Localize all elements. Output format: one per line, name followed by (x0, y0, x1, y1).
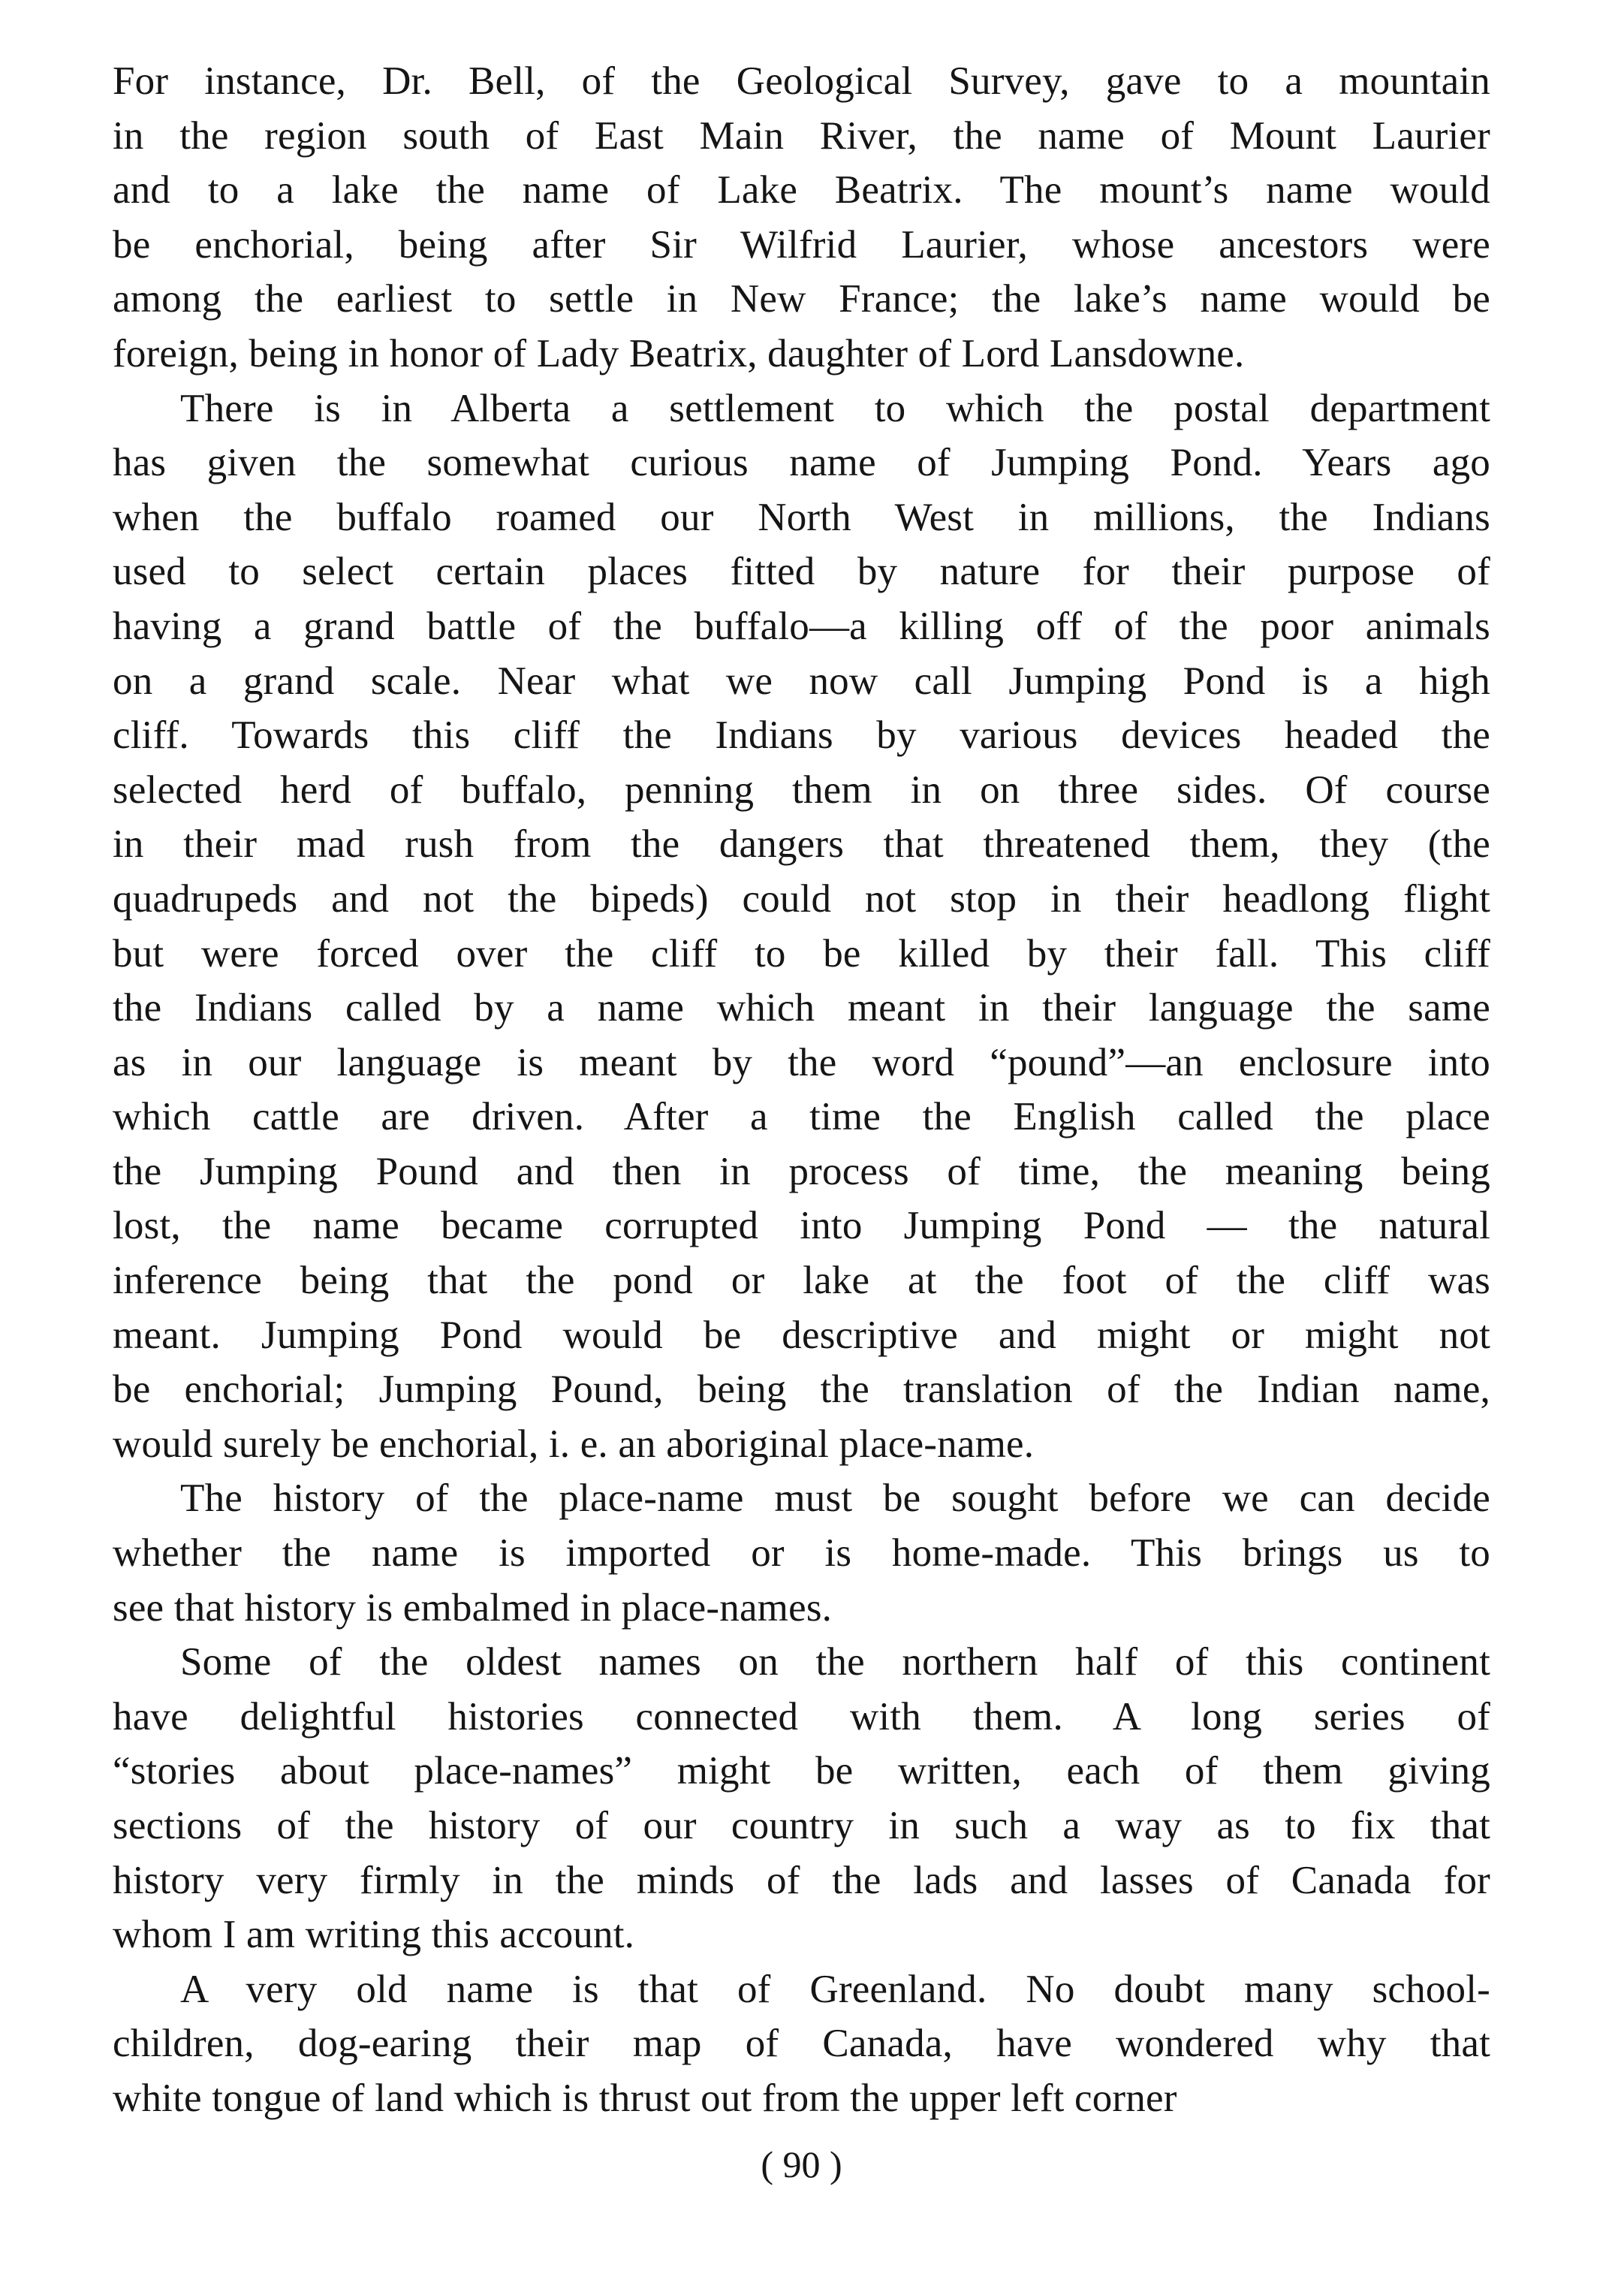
text-line: be enchorial; Jumping Pound, being the translation of the Indian name, (113, 1368, 1490, 1412)
text-line: have delightful histories connected with them. A long series of (113, 1694, 1490, 1739)
text-line: history very firmly in the minds of the lads and lasses of Canada for (113, 1858, 1490, 1902)
text-line: in the region south of East Main River, the name of Mount Laurier (113, 113, 1490, 158)
paragraph-4 (113, 1635, 1490, 1962)
text-line: “stories about place-names” might be written, each of them giving (113, 1749, 1490, 1793)
text-line: and to a lake the name of Lake Beatrix. The mount’s name would (113, 168, 1490, 213)
text-line: be enchorial, being after Sir Wilfrid Laurier, whose ancestors were (113, 222, 1490, 267)
text-line: having a grand battle of the buffalo—a killing off of the poor animals (113, 604, 1490, 648)
paragraph-1 (113, 54, 1490, 382)
text-line: foreign, being in honor of Lady Beatrix, daughter of Lord Lansdowne. (113, 331, 1245, 375)
text-line: For instance, Dr. Bell, of the Geological Survey, gave to a mountain (113, 59, 1490, 103)
text-line: Some of the oldest names on the northern half of this continent (180, 1640, 1490, 1684)
text-line: would surely be enchorial, i. e. an aboriginal place-name. (113, 1422, 1035, 1466)
text-line: in their mad rush from the dangers that threatened them, they (the (113, 822, 1490, 867)
text-line: whom I am writing this account. (113, 1913, 635, 1957)
text-line: The history of the place-name must be sought before we can decide (180, 1476, 1490, 1521)
book-page (113, 54, 1490, 2232)
text-line: children, dog-earing their map of Canada, have wondered why that (113, 2022, 1490, 2066)
text-line: when the buffalo roamed our North West in millions, the Indians (113, 495, 1490, 539)
text-line: lost, the name became corrupted into Jumping Pond — the natural (113, 1204, 1490, 1248)
text-line: meant. Jumping Pond would be descriptive and might or might not (113, 1313, 1490, 1357)
text-line: quadrupeds and not the bipeds) could not stop in their headlong flight (113, 876, 1490, 921)
text-line: which cattle are driven. After a time the English called the place (113, 1095, 1490, 1139)
text-line: the Indians called by a name which meant in their language the same (113, 986, 1490, 1030)
text-line: cliff. Towards this cliff the Indians by various devices headed the (113, 713, 1490, 758)
text-line: the Jumping Pound and then in process of time, the meaning being (113, 1149, 1490, 1193)
text-line: see that history is embalmed in place-names. (113, 1585, 833, 1630)
text-line: used to select certain places fitted by nature for their purpose of (113, 550, 1490, 594)
text-line: sections of the history of our country in such a way as to fix that (113, 1804, 1490, 1847)
paragraph-3 (113, 1471, 1490, 1635)
paragraph-5 (113, 1962, 1490, 2126)
text-line: has given the somewhat curious name of Jumping Pond. Years ago (113, 441, 1490, 485)
paragraph-2 (113, 382, 1490, 1472)
page-number: ( 90 ) (761, 2143, 842, 2185)
text-line: selected herd of buffalo, penning them in on three sides. Of course (113, 768, 1490, 812)
text-line: inference being that the pond or lake at the foot of the cliff was (113, 1259, 1490, 1303)
text-line: There is in Alberta a settlement to which the postal department (180, 386, 1490, 430)
text-line: whether the name is imported or is home-made. This brings us to (113, 1531, 1490, 1576)
text-line: on a grand scale. Near what we now call Jumping Pond is a high (113, 659, 1490, 703)
text-line: A very old name is that of Greenland. No doubt many school- (180, 1967, 1490, 2011)
text-line: but were forced over the cliff to be killed by their fall. This cliff (113, 931, 1490, 976)
text-line: among the earliest to settle in New France; the lake’s name would be (113, 277, 1490, 321)
text-line: white tongue of land which is thrust out from the upper left corner (113, 2076, 1177, 2120)
text-line: as in our language is meant by the word “pound”—an enclosure into (113, 1040, 1490, 1084)
